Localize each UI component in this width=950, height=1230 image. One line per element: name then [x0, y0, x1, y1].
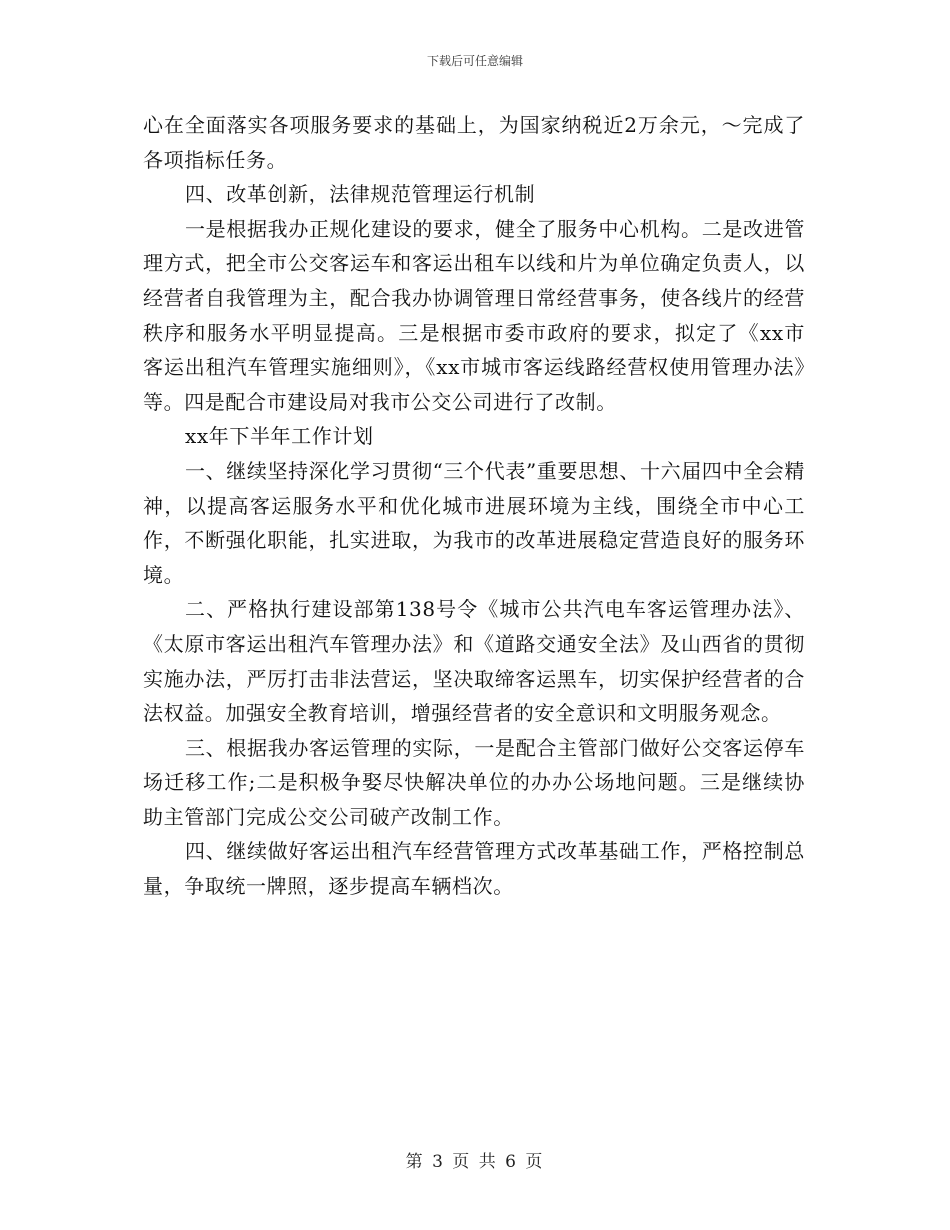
plan-item-2: 二、严格执行建设部第138号令《城市公共汽电车客运管理办法》、《太原市客运出租汽车管理办法》和《道路交通安全法》及山西省的贯彻实施办法，严厉打击非法营运，坚决取缔客运黑车，切实保护经营者的合法权益。加强安全教育培训，增强经营者的安全意识和文明服务观念。	[143, 597, 805, 726]
section-heading-reform: 四、改革创新，法律规范管理运行机制	[185, 182, 536, 207]
document-body	[143, 108, 805, 904]
plan-item-1: 一、继续坚持深化学习贯彻“三个代表”重要思想、十六届四中全会精神，以提高客运服务水平和优化城市进展环境为主线，围绕全市中心工作，不断强化职能，扎实进取，为我市的改革进展稳定营造良好的服务环境。	[143, 458, 805, 587]
page-number-footer: 第 3 页 共 6 页	[405, 1152, 545, 1172]
paragraph-1: 心在全面落实各项服务要求的基础上，为国家纳税近2万余元，～完成了各项指标任务。	[143, 113, 805, 172]
plan-item-3: 三、根据我办客运管理的实际，一是配合主管部门做好公交客运停车场迁移工作;二是积极争娶尽快解决单位的办办公场地问题。三是继续协助主管部门完成公交公司破产改制工作。	[143, 735, 805, 829]
page-header: 下载后可任意编辑	[426, 54, 523, 68]
section-heading-work-plan: xx年下半年工作计划	[185, 424, 374, 449]
plan-item-4: 四、继续做好客运出租汽车经营管理方式改革基础工作，严格控制总量，争取统一牌照，逐步提高车辆档次。	[143, 839, 805, 899]
paragraph-reform-details: 一是根据我办正规化建设的要求，健全了服务中心机构。二是改进管理方式，把全市公交客运车和客运出租车以线和片为单位确定负责人，以经营者自我管理为主，配合我办协调管理日常经营事务，使各线片的经营秩序和服务水平明显提高。三是根据市委市政府的要求，拟定了《xx市客运出租汽车管理实施细则》，《xx市城市客运线路经营权使用管理办法》等。四是配合市建设局对我市公交公司进行了改制。	[143, 216, 805, 414]
